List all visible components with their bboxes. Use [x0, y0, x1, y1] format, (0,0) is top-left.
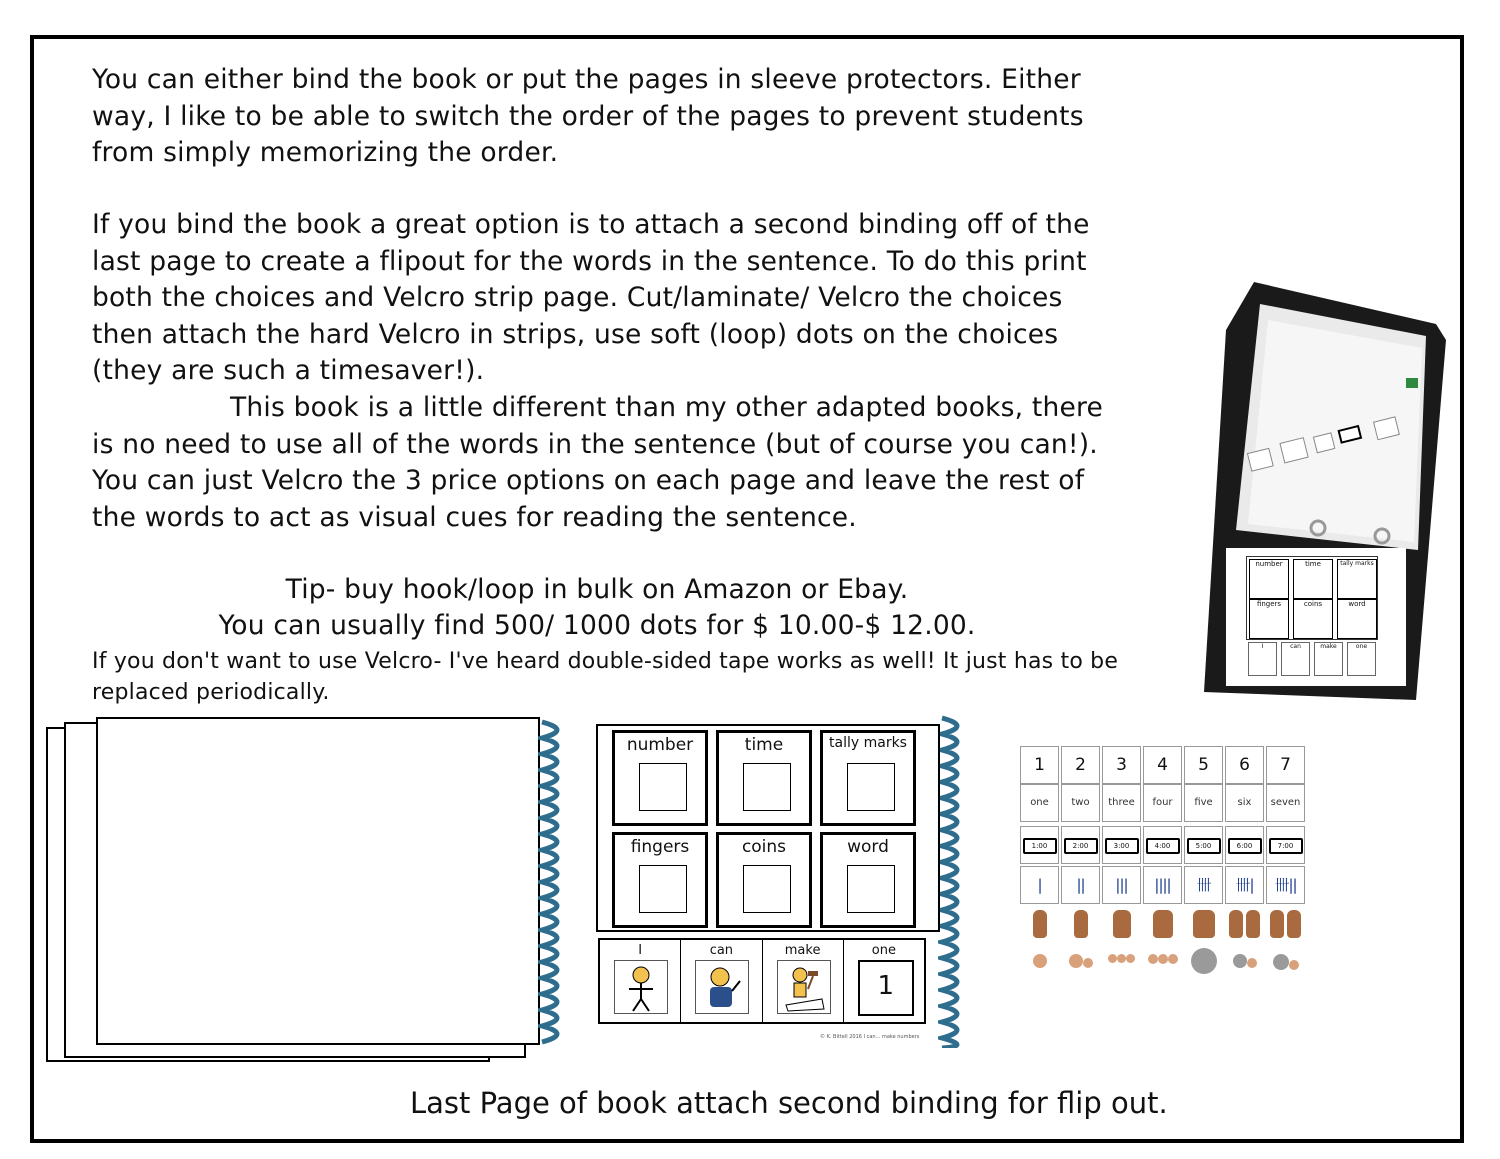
velcro-box — [639, 865, 687, 913]
nickel-icon — [1273, 954, 1289, 970]
clock-card[interactable] — [1225, 826, 1264, 864]
intro-paragraph: You can either bind the book or put the pages in sleeve protectors. Either way, I like to be able to switch the order of the pages to prevent students from simply memorizing the order. — [92, 64, 1084, 168]
penny-icon — [1126, 954, 1135, 963]
digital-clock-icon: 2:00 — [1064, 838, 1098, 854]
clock-card[interactable] — [1020, 826, 1059, 864]
binder-cell-number: number — [1249, 559, 1289, 599]
digital-clock-icon: 4:00 — [1146, 838, 1180, 854]
penny-icon — [1168, 954, 1178, 964]
coin-card[interactable] — [1102, 944, 1141, 982]
choice-cell-word[interactable]: word — [820, 832, 916, 928]
choice-cell-fingers[interactable]: fingers — [612, 832, 708, 928]
tally-card[interactable]: || — [1061, 866, 1100, 904]
word-card[interactable]: three — [1102, 784, 1141, 822]
spiral-binding-right — [938, 712, 974, 1048]
number-card[interactable]: 2 — [1061, 746, 1100, 784]
can-icon — [695, 960, 749, 1014]
hand-icon — [1246, 910, 1260, 938]
finger-card[interactable] — [1061, 906, 1100, 944]
stacked-page-front — [96, 717, 540, 1045]
penny-icon — [1117, 954, 1126, 963]
person-icon — [614, 960, 668, 1014]
penny-icon — [1069, 954, 1083, 968]
caption: Last Page of book attach second binding for flip out. — [410, 1086, 1168, 1120]
binder-cell-word: word — [1337, 599, 1377, 639]
penny-icon — [1247, 958, 1257, 968]
number-one-card: 1 — [858, 960, 914, 1016]
choice-board — [596, 724, 940, 932]
tape-note: If you don't want to use Velcro- I've heard double-sided tape works as well! It just has to be replaced periodically. — [92, 649, 1119, 705]
hand-icon — [1074, 910, 1088, 938]
penny-icon — [1148, 954, 1158, 964]
digital-clock-icon: 1:00 — [1023, 838, 1057, 854]
sentence-cell-can[interactable]: can — [681, 940, 762, 1022]
sentence-cell-make[interactable]: make — [763, 940, 844, 1022]
binder-choice-board — [1246, 556, 1378, 640]
spiral-binding-left — [538, 716, 574, 1046]
binder-cell-fingers: fingers — [1249, 599, 1289, 639]
coin-card[interactable] — [1184, 944, 1223, 982]
clock-card[interactable] — [1102, 826, 1141, 864]
hand-icon — [1153, 910, 1173, 938]
word-card[interactable]: one — [1020, 784, 1059, 822]
choice-cell-tally-marks[interactable]: tally marks — [820, 730, 916, 826]
finger-card[interactable] — [1266, 906, 1305, 944]
finger-card[interactable] — [1143, 906, 1182, 944]
make-icon — [777, 960, 831, 1014]
hand-icon — [1033, 910, 1047, 938]
penny-icon — [1158, 954, 1168, 964]
tally-card[interactable]: |||| — [1143, 866, 1182, 904]
tally-card[interactable]: 卌| — [1225, 866, 1264, 904]
finger-card[interactable] — [1020, 906, 1059, 944]
binding-paragraph: If you bind the book a great option is to attach a second binding off of the last page to create a flipout for the words in the sentence. To do this print both the choices and Velcro strip page. Cut/laminate/ Velcro the choices then attach the hard Velcro in strips, use soft (loop) dots on the choices (they are such a timesaver!). — [92, 209, 1090, 386]
tally-card[interactable]: 卌|| — [1266, 866, 1305, 904]
word-card[interactable]: five — [1184, 784, 1223, 822]
binder-cell-tally: tally marks — [1337, 559, 1377, 599]
nickel-icon — [1233, 954, 1247, 968]
hand-icon — [1287, 910, 1301, 938]
number-card[interactable]: 4 — [1143, 746, 1182, 784]
coin-card[interactable] — [1266, 944, 1305, 982]
finger-card[interactable] — [1102, 906, 1141, 944]
clock-card[interactable] — [1184, 826, 1223, 864]
sentence-strip — [598, 938, 926, 1024]
sentence-cell-i[interactable]: I — [600, 940, 681, 1022]
number-card[interactable]: 3 — [1102, 746, 1141, 784]
penny-icon — [1033, 954, 1047, 968]
digital-clock-icon: 5:00 — [1187, 838, 1221, 854]
binder-sentence-strip: I can make one — [1248, 642, 1376, 676]
credit-text: © K. Bittell 2016 I can... make numbers — [820, 1034, 920, 1040]
binder-cell-time: time — [1293, 559, 1333, 599]
clock-card[interactable] — [1266, 826, 1305, 864]
tip-line-2: You can usually find 500/ 1000 dots for $ 10.00-$ 12.00. — [218, 610, 976, 641]
digital-clock-icon: 6:00 — [1228, 838, 1262, 854]
number-card[interactable]: 7 — [1266, 746, 1305, 784]
number-card[interactable]: 1 — [1020, 746, 1059, 784]
choice-cell-number[interactable]: number — [612, 730, 708, 826]
choice-cell-coins[interactable]: coins — [716, 832, 812, 928]
hand-icon — [1113, 910, 1131, 938]
clock-card[interactable] — [1061, 826, 1100, 864]
binder-cell-coins: coins — [1293, 599, 1333, 639]
velcro-box — [743, 763, 791, 811]
penny-icon — [1289, 960, 1299, 970]
digital-clock-icon: 3:00 — [1105, 838, 1139, 854]
hand-icon — [1193, 910, 1215, 938]
choice-cell-time[interactable]: time — [716, 730, 812, 826]
hand-icon — [1270, 910, 1284, 938]
sentence-cell-one[interactable]: one 1 — [844, 940, 924, 1022]
number-card[interactable]: 5 — [1184, 746, 1223, 784]
finger-card[interactable] — [1225, 906, 1264, 944]
velcro-box — [847, 865, 895, 913]
clock-card[interactable] — [1143, 826, 1182, 864]
tally-card[interactable]: ||| — [1102, 866, 1141, 904]
penny-icon — [1108, 954, 1117, 963]
tally-card[interactable]: 卌 — [1184, 866, 1223, 904]
coin-card[interactable] — [1143, 944, 1182, 982]
word-card[interactable]: seven — [1266, 784, 1305, 822]
hand-icon — [1229, 910, 1243, 938]
coin-card[interactable] — [1061, 944, 1100, 982]
difference-paragraph: This book is a little different than my other adapted books, there is no need to use all of the words in the sentence (but of course you can!). You can just Velcro the 3 price options on each page and leave the rest of the words to act as visual cues for reading the sentence. — [92, 392, 1104, 533]
penny-icon — [1083, 958, 1093, 968]
word-card[interactable]: four — [1143, 784, 1182, 822]
number-card[interactable]: 6 — [1225, 746, 1264, 784]
velcro-box — [743, 865, 791, 913]
word-card[interactable]: six — [1225, 784, 1264, 822]
nickel-icon — [1191, 948, 1217, 974]
binder-photo — [1196, 280, 1466, 704]
finger-card[interactable] — [1184, 906, 1223, 944]
coin-card[interactable] — [1225, 944, 1264, 982]
digital-clock-icon: 7:00 — [1269, 838, 1303, 854]
tip-line-1: Tip- buy hook/loop in bulk on Amazon or Ebay. — [285, 574, 909, 605]
velcro-box — [639, 763, 687, 811]
word-card[interactable]: two — [1061, 784, 1100, 822]
tally-card[interactable]: | — [1020, 866, 1059, 904]
coin-card[interactable] — [1020, 944, 1059, 982]
velcro-box — [847, 763, 895, 811]
